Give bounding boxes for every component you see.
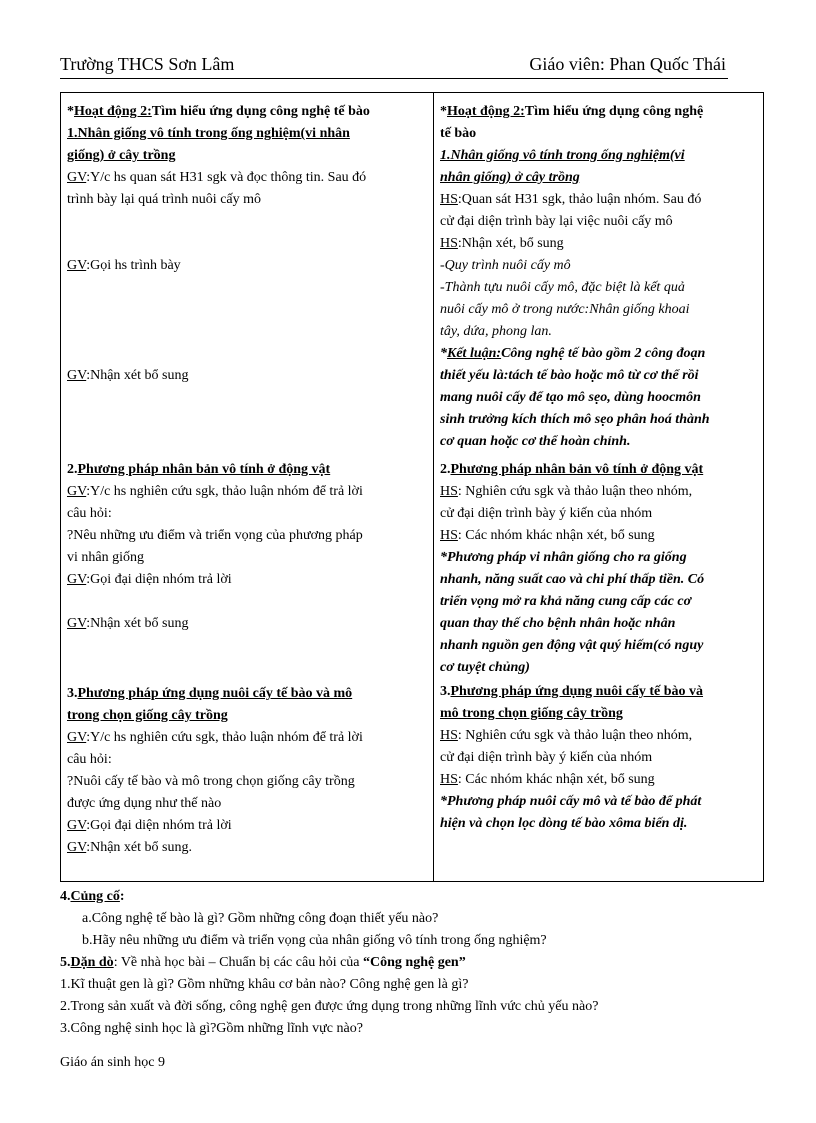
left-section-1 xyxy=(67,101,427,387)
right-s1-subtitle-2: nhân giống) ở cây trồng xyxy=(440,170,580,185)
right-s1-conclusion-5: cơ quan hoặc cơ thể hoàn chỉnh. xyxy=(440,434,631,449)
right-section-2 xyxy=(440,459,757,679)
right-s1-activity-cont: cử đại diện trình bày lại việc nuôi cấy mô xyxy=(440,214,673,229)
school-name: Trường THCS Sơn Lâm xyxy=(60,54,235,74)
right-s2-title: 2.Phương pháp nhân bản vô tính ở động vật xyxy=(440,462,704,477)
right-s1-item-4: tây, dứa, phong lan. xyxy=(440,324,552,339)
page-footer: Giáo án sinh học 9 xyxy=(60,1055,165,1070)
student-column xyxy=(434,93,763,881)
right-s1-title: *Hoạt động 2:Tìm hiểu ứng dụng công nghệ xyxy=(440,104,704,119)
left-s3-question-2: được ứng dụng như thế nào xyxy=(67,796,222,811)
left-s2-review: GV:Nhận xét bổ sung xyxy=(67,616,189,631)
right-s1-conclusion-4: sinh trưởng kích thích mô sẹo phân hoá thành xyxy=(440,412,710,427)
left-s3-review: GV:Nhận xét bổ sung. xyxy=(67,840,192,855)
right-s2-review: HS: Các nhóm khác nhận xét, bổ sung xyxy=(440,528,655,543)
right-s3-review: HS: Các nhóm khác nhận xét, bổ sung xyxy=(440,772,655,787)
left-s3-call: GV:Gọi đại diện nhóm trả lời xyxy=(67,818,232,833)
right-s1-conclusion-3: mang nuôi cấy để tạo mô sẹo, dùng hoocmôn xyxy=(440,390,701,405)
right-s1-conclusion-2: thiết yếu là:tách tế bào hoặc mô từ cơ thể rồi xyxy=(440,368,699,383)
homework-question-2: 2.Trong sản xuất và đời sống, công nghệ gen được ứng dụng trong những lĩnh vức chủ yếu nào? xyxy=(60,999,599,1014)
left-section-2 xyxy=(67,459,427,635)
left-s2-question-1: ?Nêu những ưu điểm và triển vọng của phương pháp xyxy=(67,528,363,543)
right-s3-conclusion-2: hiện và chọn lọc dòng tế bào xôma biến dị. xyxy=(440,816,688,831)
right-s1-item-3: nuôi cấy mô ở trong nước:Nhân giống khoai xyxy=(440,302,690,317)
left-s3-question-1: ?Nuôi cấy tế bào và mô trong chọn giống cây trồng xyxy=(67,774,355,789)
right-s3-title-2: mô trong chọn giống cây trồng xyxy=(440,706,623,721)
left-s1-review: GV:Nhận xét bổ sung xyxy=(67,368,189,383)
right-s2-activity: HS: Nghiên cứu sgk và thảo luận theo nhóm, xyxy=(440,484,693,499)
left-s2-question-2: vi nhân giống xyxy=(67,550,144,565)
right-section-3 xyxy=(440,681,757,835)
homework-line: 5.Dặn dò: Về nhà học bài – Chuẩn bị các câu hỏi của “Công nghệ gen” xyxy=(60,955,466,970)
left-s2-instruction: GV:Y/c hs nghiên cứu sgk, thảo luận nhóm để trả lời xyxy=(67,484,363,499)
teacher-column xyxy=(61,93,434,881)
right-s1-activity: HS:Quan sát H31 sgk, thảo luận nhóm. Sau đó xyxy=(440,192,702,207)
left-s1-instruction-cont: trình bày lại quá trình nuôi cấy mô xyxy=(67,192,262,207)
left-s1-instruction: GV:Y/c hs quan sát H31 sgk và đọc thông tin. Sau đó xyxy=(67,170,367,185)
consolidation-question-a: a.Công nghệ tế bào là gì? Gồm những công đoạn thiết yếu nào? xyxy=(82,911,439,926)
right-s2-conclusion-3: triển vọng mở ra khả năng cung cấp các cơ xyxy=(440,594,692,609)
homework-question-3: 3.Công nghệ sinh học là gì?Gồm những lĩnh vực nào? xyxy=(60,1021,363,1036)
teacher-name: Giáo viên: Phan Quốc Thái xyxy=(529,54,726,74)
right-s1-conclusion-1: *Kết luận:Công nghệ tế bào gồm 2 công đoạn xyxy=(440,346,706,361)
right-s2-conclusion-2: nhanh, năng suất cao và chi phí thấp tiền. Có xyxy=(440,572,705,587)
right-s1-title-2: tế bào xyxy=(440,126,477,141)
consolidation-question-b: b.Hãy nêu những ưu điểm và triển vọng của nhân giống vô tính trong ống nghiệm? xyxy=(82,933,547,948)
right-s3-conclusion-1: *Phương pháp nuôi cấy mô và tế bào để phát xyxy=(440,794,702,809)
left-s3-title-2: trong chọn giống cây trồng xyxy=(67,708,228,723)
left-s3-instruction-cont: câu hỏi: xyxy=(67,752,112,767)
right-s2-conclusion-1: *Phương pháp vi nhân giống cho ra giống xyxy=(440,550,687,565)
left-s3-instruction: GV:Y/c hs nghiên cứu sgk, thảo luận nhóm để trả lời xyxy=(67,730,363,745)
right-section-1 xyxy=(440,101,757,453)
left-section-3 xyxy=(67,683,427,859)
right-s2-conclusion-5: nhanh nguồn gen động vật quý hiếm(có nguy xyxy=(440,638,704,653)
lesson-table xyxy=(60,92,764,882)
left-s1-call: GV:Gọi hs trình bày xyxy=(67,258,181,273)
lesson-wrapup xyxy=(60,886,760,1040)
left-s2-title: 2.Phương pháp nhân bản vô tính ở động vật xyxy=(67,462,331,477)
page-header xyxy=(60,52,728,79)
right-s1-subtitle-1: 1.Nhân giống vô tính trong ống nghiệm(vi xyxy=(440,148,685,163)
left-s3-title-1: 3.Phương pháp ứng dụng nuôi cấy tế bào và mô xyxy=(67,686,353,701)
homework-question-1: 1.Kĩ thuật gen là gì? Gồm những khâu cơ bản nào? Công nghệ gen là gì? xyxy=(60,977,469,992)
right-s3-activity-cont: cử đại diện trình bày ý kiến của nhóm xyxy=(440,750,653,765)
consolidation-heading: 4.Củng cố: xyxy=(60,889,125,904)
left-s1-subtitle-2: giống) ở cây trồng xyxy=(67,148,176,163)
right-s3-activity: HS: Nghiên cứu sgk và thảo luận theo nhóm, xyxy=(440,728,693,743)
right-s3-title-1: 3.Phương pháp ứng dụng nuôi cấy tế bào và xyxy=(440,684,704,699)
left-s1-title: *Hoạt động 2:Tìm hiểu ứng dụng công nghệ tế bào xyxy=(67,104,370,119)
left-s1-subtitle-1: 1.Nhân giống vô tính trong ống nghiệm(vi nhân xyxy=(67,126,350,141)
right-s2-conclusion-4: quan thay thế cho bệnh nhân hoặc nhân xyxy=(440,616,676,631)
right-s1-item-2: -Thành tựu nuôi cấy mô, đặc biệt là kết quả xyxy=(440,280,685,295)
right-s1-review: HS:Nhận xét, bổ sung xyxy=(440,236,564,251)
left-s2-call: GV:Gọi đại diện nhóm trả lời xyxy=(67,572,232,587)
left-s2-instruction-cont: câu hỏi: xyxy=(67,506,112,521)
right-s2-activity-cont: cử đại diện trình bày ý kiến của nhóm xyxy=(440,506,653,521)
right-s2-conclusion-6: cơ tuyệt chủng) xyxy=(440,660,530,675)
right-s1-item-1: -Quy trình nuôi cấy mô xyxy=(440,258,571,273)
